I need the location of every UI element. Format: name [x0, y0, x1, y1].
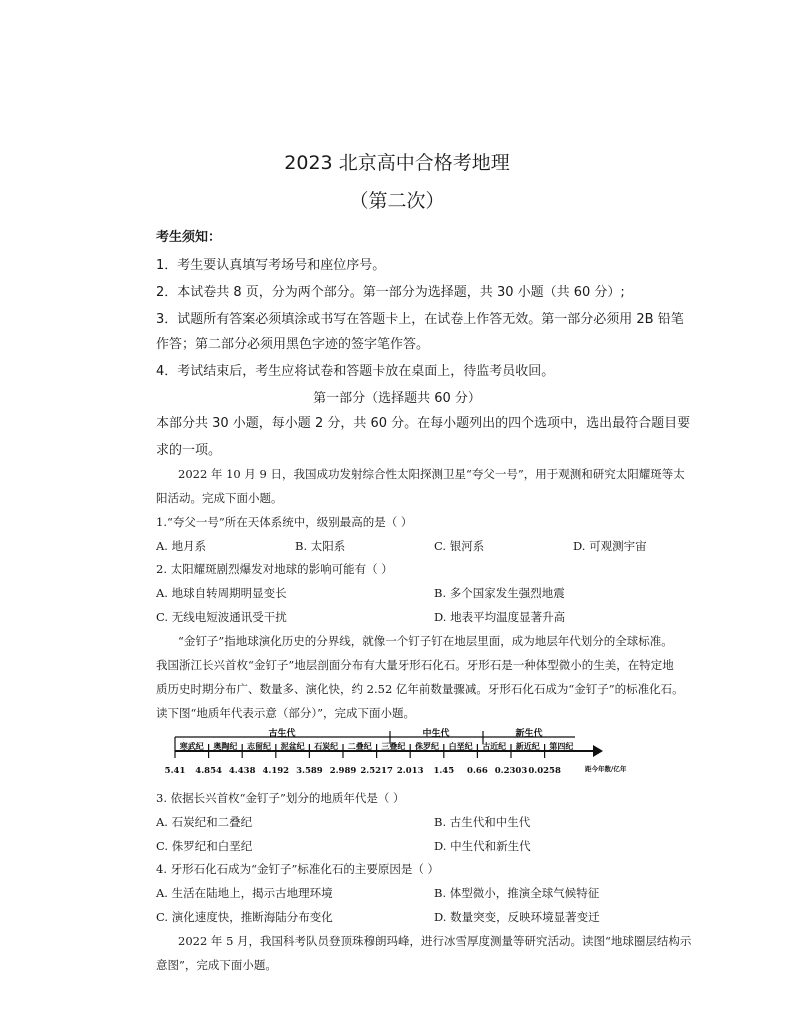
period-label: 泥盆纪	[280, 741, 305, 751]
age-label: 4.438	[228, 766, 256, 776]
option-b: B. 体型微小，推演全球气候特征	[434, 886, 600, 900]
age-label: 2.5217	[360, 766, 393, 776]
question-stem: 4. 牙形石化石成为“金钉子”标准化石的主要原因是（ ）	[156, 862, 440, 876]
period-label: 石炭纪	[314, 741, 339, 751]
question-stem: 1.“夸父一号”所在天体系统中，级别最高的是（ ）	[156, 515, 413, 529]
notice-item: 1．考生要认真填写考场号和座位序号。	[156, 258, 386, 273]
age-label: 0.66	[467, 766, 488, 776]
page-subtitle: （第二次）	[349, 190, 445, 212]
age-label: 0.0258	[528, 766, 561, 776]
option-a: A. 地月系	[156, 539, 207, 553]
age-label: 3.589	[296, 766, 323, 776]
axis-unit-label: 距今年数/亿年	[585, 765, 627, 773]
notice-item: 4．考试结束后，考生应将试卷和答题卡放在桌面上，待监考员收回。	[156, 364, 555, 379]
era-label: 中生代	[422, 729, 450, 739]
period-label: 奥陶纪	[213, 741, 238, 751]
age-label: 4.192	[262, 766, 290, 776]
option-a: A. 石炭纪和二叠纪	[156, 815, 253, 829]
option-b: B. 多个国家发生强烈地震	[434, 586, 565, 600]
era-label: 新生代	[515, 729, 543, 739]
period-label: 第四纪	[549, 741, 574, 751]
notice-item: 2．本试卷共 8 页，分为两个部分。第一部分为选择题，共 30 小题（共 60 分）;	[156, 285, 625, 300]
passage-text: “金钉子”指地球演化历史的分界线，就像一个钉子钉在地层里面，成为地层年代划分的全球标准。	[178, 634, 673, 648]
question-stem: 3. 依据长兴首枚“金钉子”划分的地质年代是（ ）	[156, 791, 405, 805]
age-label: 4.854	[195, 766, 222, 776]
axis-arrow	[593, 745, 603, 757]
option-d: D. 可观测宇宙	[573, 539, 647, 553]
option-c: C. 无线电短波通讯受干扰	[156, 610, 287, 624]
option-c: C. 银河系	[434, 539, 485, 553]
geologic-timeline	[165, 726, 635, 778]
notice-heading: 考生须知：	[156, 230, 222, 245]
notice-item: 3．试题所有答案必须填涂或书写在答题卡上，在试卷上作答无效。第一部分必须用 2B 铅笔	[156, 312, 684, 327]
era-label: 古生代	[268, 729, 296, 739]
notice-item: 作答；第二部分必须用黑色字迹的签字笔作答。	[156, 337, 430, 352]
question-stem: 2. 太阳耀斑剧烈爆发对地球的影响可能有（ ）	[156, 562, 393, 576]
passage-text: 2022 年 5 月，我国科考队员登顶珠穆朗玛峰，进行冰雪厚度测量等研究活动。读图“地球圈层结构示	[178, 934, 692, 948]
option-b: B. 古生代和中生代	[434, 815, 531, 829]
page-title: 2023 北京高中合格考地理	[284, 152, 510, 174]
option-b: B. 太阳系	[295, 539, 346, 553]
option-c: C. 演化速度快，推断海陆分布变化	[156, 910, 333, 924]
passage-text: 2022 年 10 月 9 日，我国成功发射综合性太阳探测卫星“夸父一号”，用于观测和研究太阳耀斑等太	[178, 467, 685, 481]
section-intro: 本部分共 30 小题，每小题 2 分，共 60 分。在每小题列出的四个选项中，选出最符合题目要	[156, 416, 691, 431]
passage-text: 意图”，完成下面小题。	[156, 958, 277, 972]
option-d: D. 中生代和新生代	[434, 839, 531, 853]
period-label: 寒武纪	[179, 741, 204, 751]
option-c: C. 侏罗纪和白垩纪	[156, 839, 253, 853]
period-label: 白垩纪	[448, 741, 473, 751]
period-label: 三叠纪	[381, 741, 406, 751]
age-label: 2.989	[329, 766, 357, 776]
section-intro: 求的一项。	[156, 443, 222, 458]
option-a: A. 生活在陆地上，揭示古地理环境	[156, 886, 333, 900]
period-label: 侏罗纪	[415, 741, 439, 751]
age-label: 1.45	[433, 766, 455, 776]
section-heading: 第一部分（选择题共 60 分）	[313, 391, 481, 406]
passage-text: 读下图“地质年代表示意（部分）”，完成下面小题。	[156, 706, 416, 720]
age-label: 0.2303	[494, 766, 528, 776]
option-a: A. 地球自转周期明显变长	[156, 586, 287, 600]
period-label: 二叠纪	[347, 741, 372, 751]
age-label: 5.41	[165, 766, 186, 776]
option-d: D. 数量突变，反映环境显著变迁	[434, 910, 600, 924]
option-d: D. 地表平均温度显著升高	[434, 610, 566, 624]
passage-text: 我国浙江长兴首枚“金钉子”地层剖面分布有大量牙形石化石。牙形石是一种体型微小的生美，在特定地	[156, 658, 674, 672]
period-label: 志留纪	[247, 741, 271, 751]
passage-text: 阳活动。完成下面小题。	[156, 491, 283, 505]
period-label: 新近纪	[515, 741, 540, 751]
passage-text: 质历史时期分布广、数量多、演化快，约 2.52 亿年前数量骤减。牙形石化石成为“金钉子”的标准化石。	[156, 682, 684, 696]
age-label: 2.013	[396, 766, 424, 776]
period-label: 古近纪	[482, 741, 507, 751]
